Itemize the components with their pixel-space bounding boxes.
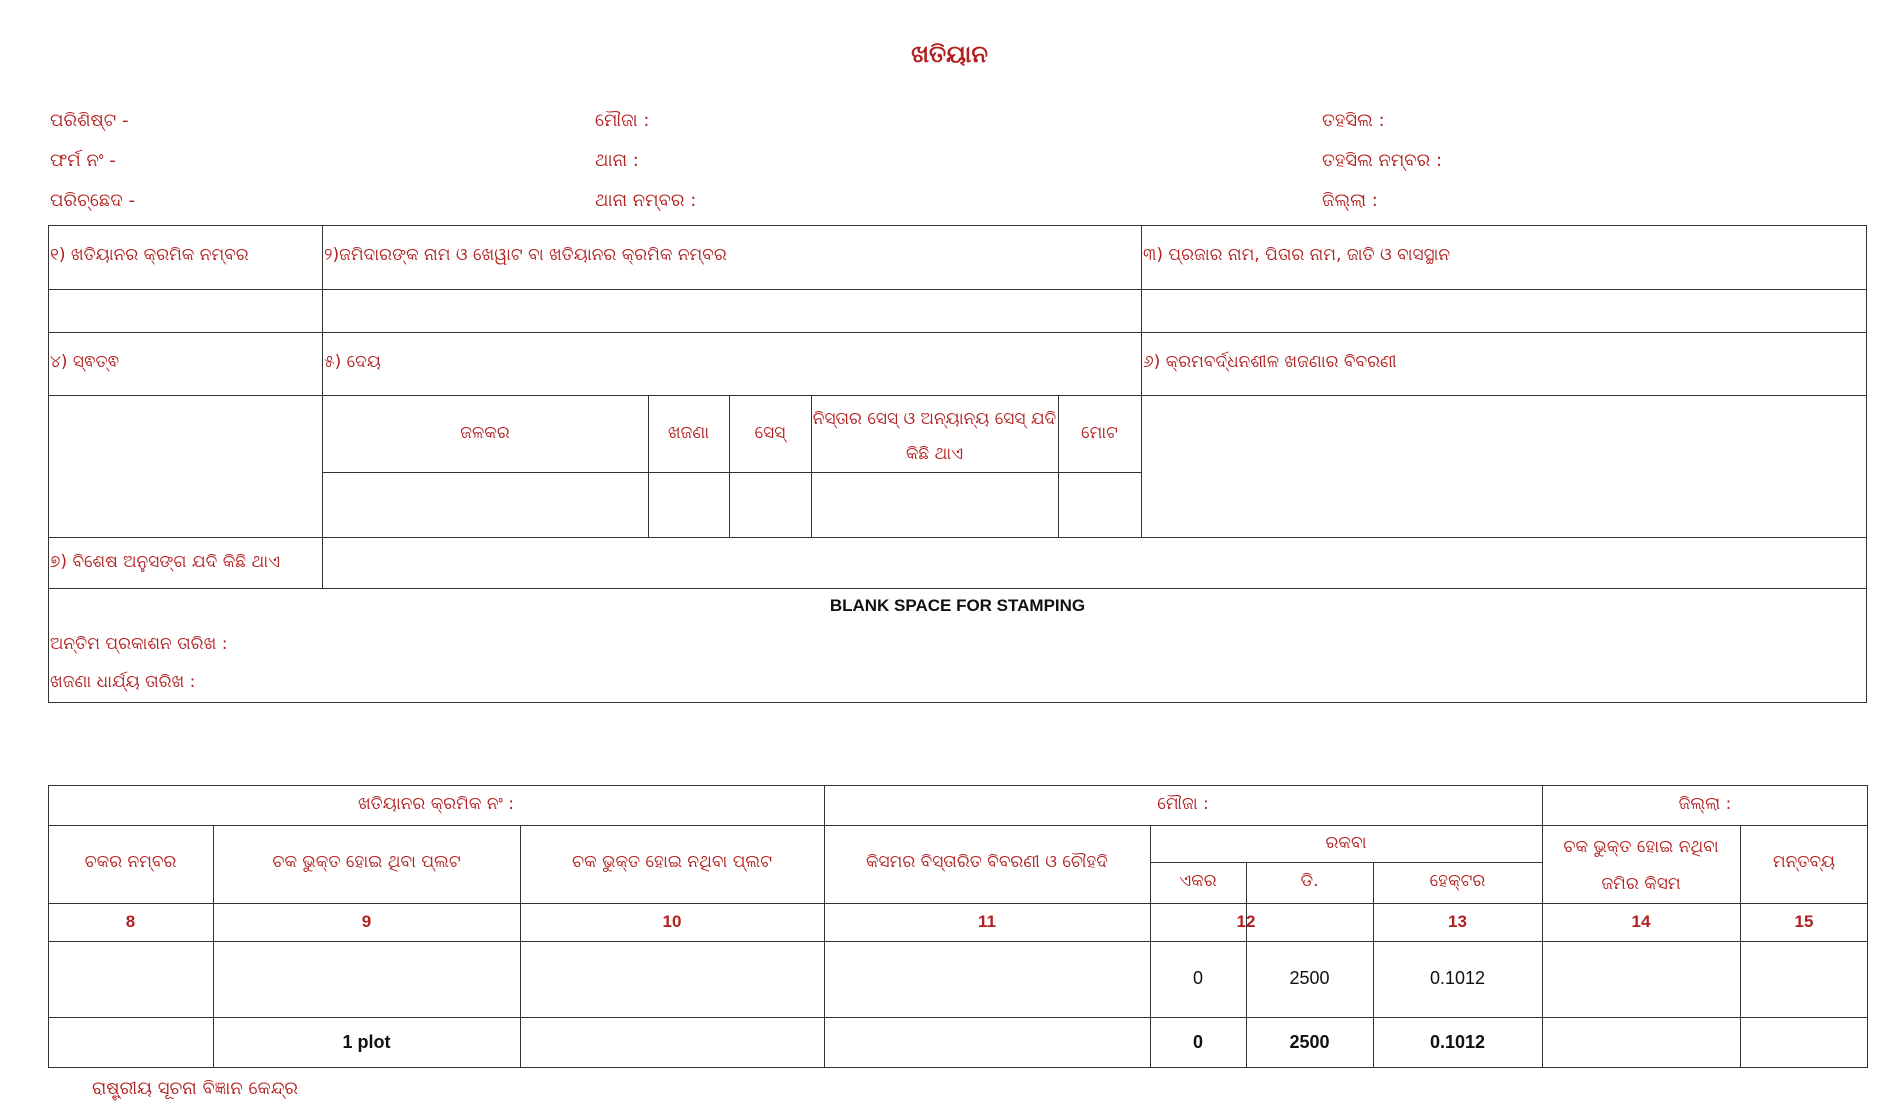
- col-chak-included-plot: ଚକ ଭୁକ୍ତ ହୋଇ ଥିବା ପ୍ଲଟ: [272, 852, 461, 872]
- dues-header: ୫) ଦେୟ: [324, 352, 381, 372]
- header-field-parichhed: ପରିଚ୍ଛେଦ -: [50, 190, 135, 211]
- stamp-space-label: BLANK SPACE FOR STAMPING: [829, 596, 1086, 615]
- header-field-parishista: ପରିଶିଷ୍ଟ -: [50, 110, 129, 131]
- header-field-mouza: ମୌଜା :: [595, 110, 650, 131]
- total-plot-count: 1 plot: [342, 1032, 391, 1052]
- plot-district-label: ଜିଲ୍ଲା :: [1678, 794, 1732, 814]
- col-hectare: ହେକ୍ଟର: [1429, 871, 1486, 891]
- col-land-kisam: ଚକ ଭୁକ୍ତ ହୋଇ ନଥିବା ଜମିର କିସମ: [1563, 837, 1719, 894]
- total-acre-value: 0: [1192, 1032, 1203, 1052]
- col-acre: ଏକର: [1179, 871, 1217, 891]
- col-number: 14: [1631, 912, 1651, 931]
- header-field-tahasil: ତହସିଲ :: [1322, 110, 1385, 131]
- plot-mouza-label: ମୌଜା :: [1157, 794, 1209, 814]
- col-chak-excluded-plot: ଚକ ଭୁକ୍ତ ହୋଇ ନଥିବା ପ୍ଲଟ: [572, 852, 772, 872]
- header-field-district: ଜିଲ୍ଲା :: [1322, 190, 1378, 211]
- col-number: 13: [1448, 912, 1467, 931]
- col-number: 15: [1794, 912, 1814, 931]
- total-decimal-value: 2500: [1289, 1032, 1330, 1052]
- landlord-name-header: ୨)ଜମିଦାରଙ୍କ ନାମ ଓ ଖେୱାଟ ବା ଖତିୟାନର କ୍ରମିକ ନମ୍ବର: [324, 245, 727, 265]
- header-field-form-no: ଫର୍ମ ନଂ -: [50, 150, 116, 171]
- col-remarks: ମନ୍ତବ୍ୟ: [1772, 852, 1836, 872]
- total-header: ମୋଟ: [1081, 423, 1118, 443]
- cess-header: ସେସ୍: [754, 423, 786, 443]
- water-tax-header: ଜଳକର: [460, 423, 510, 443]
- col-number: 9: [361, 912, 372, 931]
- col-number: 11: [978, 912, 996, 931]
- col-number: 10: [662, 912, 682, 931]
- khatiyan-serial-header: ୧) ଖତିୟାନର କ୍ରମିକ ନମ୍ବର: [50, 245, 249, 265]
- footer-nic-label: ରାଷ୍ଟ୍ରୀୟ ସୂଚନା ବିଜ୍ଞାନ କେନ୍ଦ୍ର: [92, 1078, 299, 1099]
- special-remarks-header: ୭) ବିଶେଷ ଅନୁସଙ୍ଗ ଯଦି କିଛି ଥାଏ: [50, 552, 281, 572]
- col-decimal: ଡି.: [1300, 871, 1319, 891]
- header-field-thana: ଥାନା :: [595, 150, 639, 171]
- total-hectare-value: 0.1012: [1429, 1032, 1486, 1052]
- progressive-rent-header: ୬) କ୍ରମବର୍ଦ୍ଧନଶୀଳ ଖଜଣାର ବିବରଣୀ: [1143, 352, 1397, 372]
- page-title: ଖତିୟାନ: [911, 40, 988, 68]
- row-acre-value: 0: [1192, 968, 1203, 988]
- tenant-details-header: ୩) ପ୍ରଜାର ନାମ, ପିତାର ନାମ, ଜାତି ଓ ବାସସ୍ଥାନ: [1143, 245, 1451, 265]
- rent-header: ଖଜଣା: [667, 423, 710, 443]
- header-field-thana-no: ଥାନା ନମ୍ବର :: [595, 190, 697, 211]
- other-cess-header: ନିସ୍ତାର ସେସ୍ ଓ ଅନ୍ୟାନ୍ୟ ସେସ୍ ଯଦି କିଛି ଥାଏ: [812, 409, 1057, 464]
- row-hectare-value: 0.1012: [1429, 968, 1486, 988]
- header-field-tahasil-no: ତହସିଲ ନମ୍ବର :: [1322, 150, 1443, 171]
- col-area: ରକବା: [1325, 833, 1367, 853]
- col-number: 12: [1236, 912, 1256, 931]
- col-kisam-details: କିସମର ବିସ୍ତାରିତ ବିବରଣୀ ଓ ଚୌହଦି: [865, 852, 1109, 872]
- rights-header: ୪) ସ୍ଵତ୍ଵ: [50, 352, 120, 372]
- rent-fixation-date-label: ଖଜଣା ଧାର୍ଯ୍ୟ ତାରିଖ :: [50, 672, 196, 692]
- final-publication-date-label: ଅନ୍ତିମ ପ୍ରକାଶନ ତାରିଖ :: [50, 634, 228, 654]
- col-chak-number: ଚକର ନମ୍ବର: [84, 852, 177, 872]
- col-number: 8: [125, 912, 136, 931]
- row-decimal-value: 2500: [1289, 968, 1330, 988]
- plot-khatiyan-serial-label: ଖତିୟାନର କ୍ରମିକ ନଂ :: [357, 794, 515, 814]
